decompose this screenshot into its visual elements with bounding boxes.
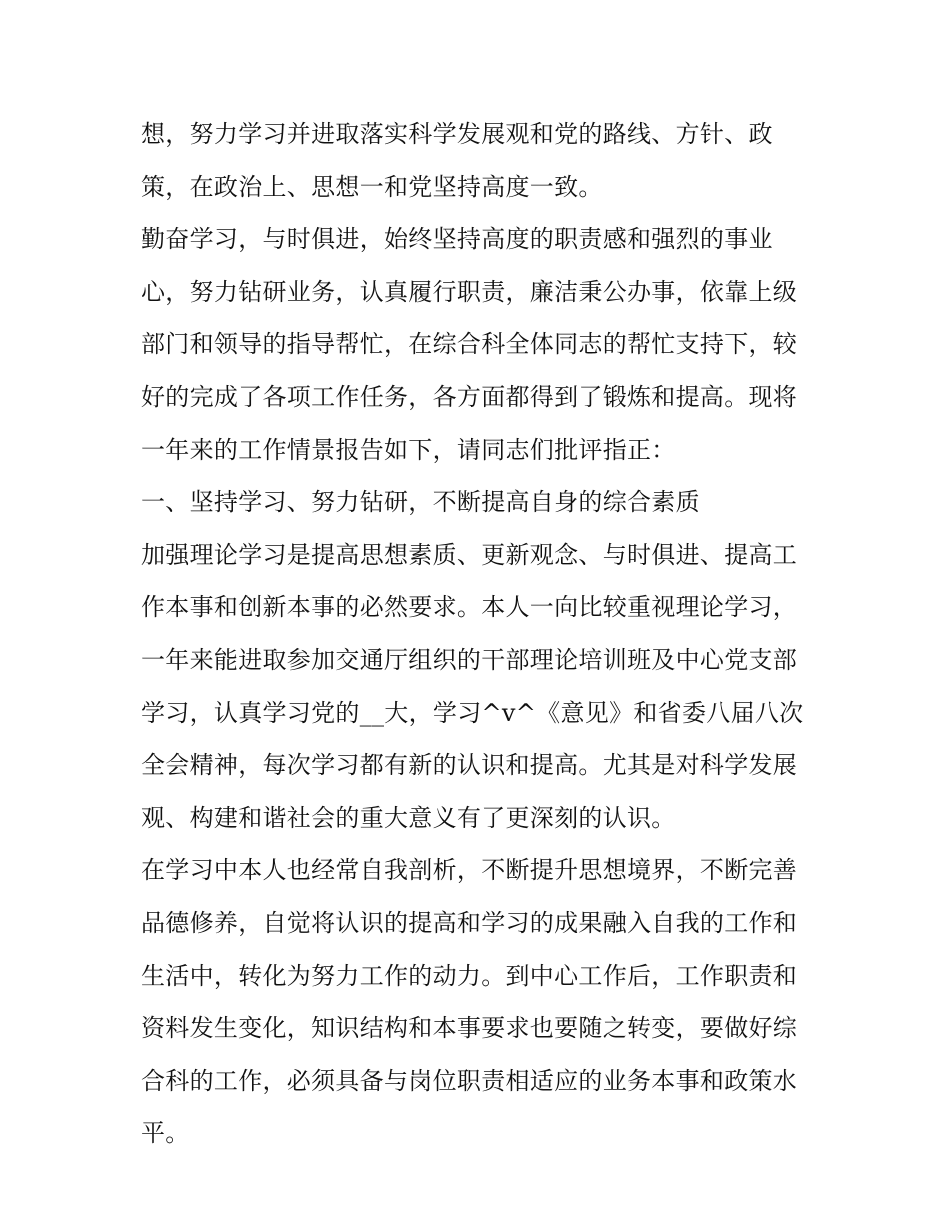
section-heading: 一、坚持学习、努力钻研，不断提高自身的综合素质 (141, 488, 700, 517)
text-line: 品德修养，自觉将认识的提高和学习的成果融入自我的工作和 (141, 908, 798, 937)
text-line: 生活中，转化为努力工作的动力。到中心工作后，工作职责和 (141, 961, 798, 990)
text-line: 一年来能进取参加交通厅组织的干部理论培训班及中心党支部 (141, 645, 798, 674)
text-line: 平。 (141, 1119, 190, 1148)
text-line: 部门和领导的指导帮忙，在综合科全体同志的帮忙支持下，较 (141, 330, 798, 359)
text-line: 策，在政治上、思想一和党坚持高度一致。 (141, 172, 603, 201)
text-line: 作本事和创新本事的必然要求。本人一向比较重视理论学习， (141, 593, 798, 622)
document-body (141, 108, 821, 1160)
text-line: 想，努力学习并进取落实科学发展观和党的路线、方针、政 (141, 120, 773, 148)
text-line: 观、构建和谐社会的重大意义有了更深刻的认识。 (141, 803, 676, 832)
text-line: 心，努力钻研业务，认真履行职责，廉洁秉公办事，依靠上级 (141, 277, 798, 306)
text-line: 全会精神，每次学习都有新的认识和提高。尤其是对科学发展 (141, 751, 798, 780)
text-line: 资料发生变化，知识结构和本事要求也要随之转变，要做好综 (141, 1014, 798, 1043)
text-line: 一年来的工作情景报告如下，请同志们批评指正： (141, 435, 676, 464)
text-line: 合科的工作，必须具备与岗位职责相适应的业务本事和政策水 (141, 1066, 798, 1095)
text-line: 加强理论学习是提高思想素质、更新观念、与时俱进、提高工 (141, 540, 798, 569)
text-line: 勤奋学习，与时俱进，始终坚持高度的职责感和强烈的事业 (141, 225, 773, 254)
text-line: 学习，认真学习党的__大，学习^v^《意见》和省委八届八次 (141, 698, 804, 727)
text-line: 好的完成了各项工作任务，各方面都得到了锻炼和提高。现将 (141, 382, 798, 411)
text-line: 在学习中本人也经常自我剖析，不断提升思想境界，不断完善 (141, 856, 798, 885)
